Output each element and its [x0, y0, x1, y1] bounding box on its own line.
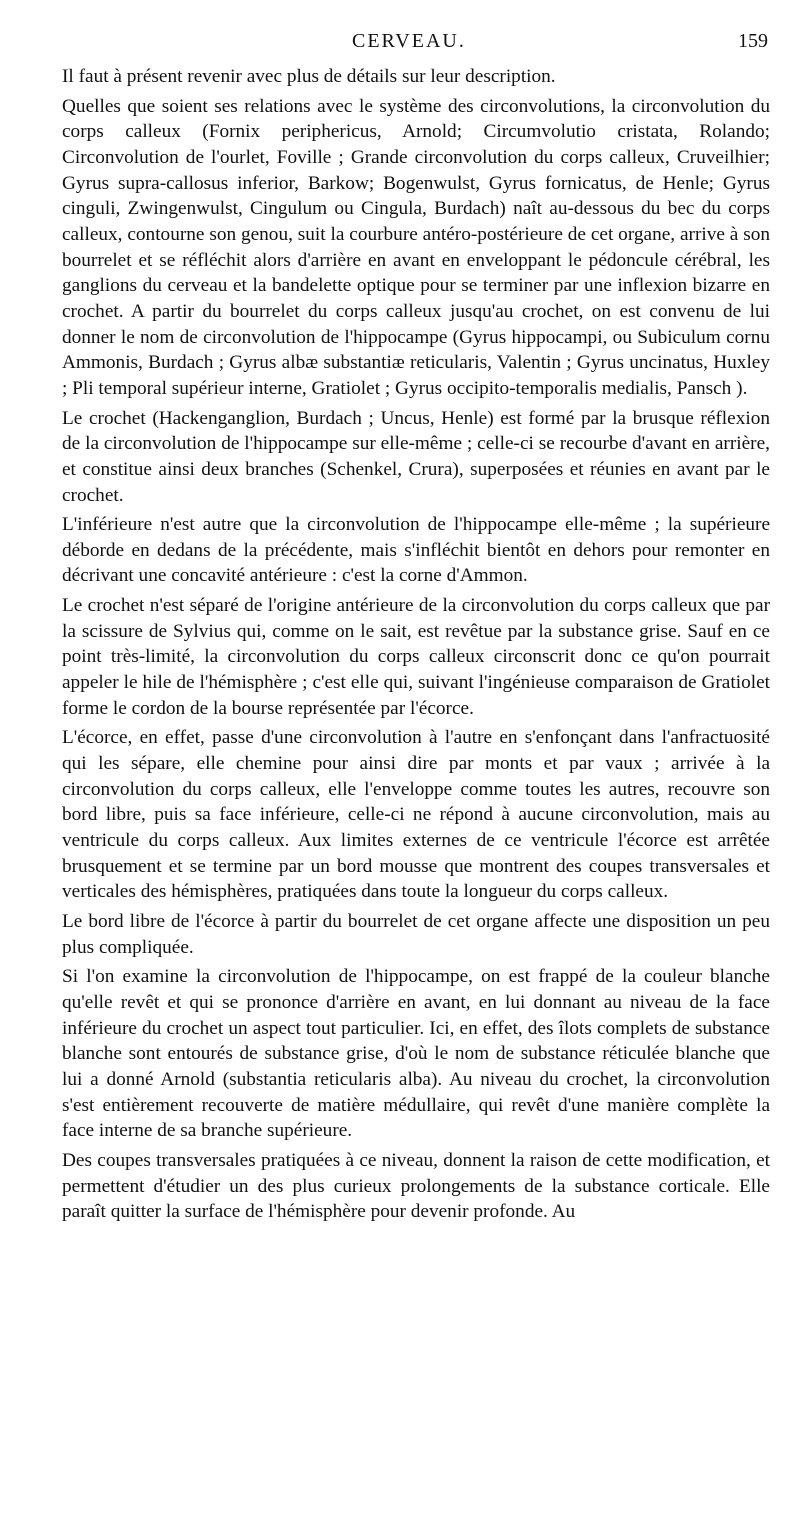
page-header	[0, 30, 800, 60]
paragraph-9: Des coupes transversales pratiquées à ce niveau, donnent la raison de cette modification, et permettent d'étudier un des plus curieux prolongements de la substance corticale. Elle paraît quitter la surface de l'hémisphère pour devenir profonde. Au	[62, 1149, 770, 1223]
paragraph-5: Le crochet n'est séparé de l'origine antérieure de la circonvolution du corps calleux que par la scissure de Sylvius qui, comme on le sait, est revêtue par la substance grise. Sauf en ce point très-limité, la circonvolution du corps calleux circonscrit donc ce qu'on pourrait appeler le hile de l'hémisphère ; c'est elle qui, suivant l'ingénieuse comparaison de Gratiolet forme le cordon de la bourse représentée par l'écorce.	[62, 595, 770, 719]
paragraph-6: L'écorce, en effet, passe d'une circonvolution à l'autre en s'enfonçant dans l'anfractuosité qui les sépare, elle chemine pour ainsi dire par monts et par vaux ; arrivée à la circonvolution du corps calleux, elle l'enveloppe comme toutes les autres, recouvre son bord libre, puis sa face inférieure, celle-ci ne répond à aucune circonvolution, mais au ventricule du corps calleux. Aux limites externes de ce ventricule l'écorce est arrêtée brusquement et se termine par un bord mousse que montrent des coupes transversales et verticales des hémisphères, pratiquées dans toute la longueur du corps calleux.	[62, 727, 770, 903]
running-head: CERVEAU.	[352, 30, 466, 52]
paragraph-3: Le crochet (Hackenganglion, Burdach ; Uncus, Henle) est formé par la brusque réflexion de la circonvolution de l'hippocampe sur elle-même ; celle-ci se recourbe d'avant en arrière, et constitue ainsi deux branches (Schenkel, Crura), superposées et réunies en avant par le crochet.	[62, 407, 770, 506]
body-text	[62, 64, 770, 1225]
page-number: 159	[738, 30, 768, 52]
paragraph-8: Si l'on examine la circonvolution de l'hippocampe, on est frappé de la couleur blanche qu'elle revêt et qui se prononce d'arrière en avant, en lui donnant au niveau de la face inférieure du crochet un aspect tout particulier. Ici, en effet, des îlots complets de substance blanche sont entourés de substance grise, d'où le nom de substance réticulée blanche que lui a donné Arnold (substantia reticularis alba). Au niveau du crochet, la circonvolution s'est entièrement recouverte de matière médullaire, qui revêt d'une manière complète la face interne de sa branche supérieure.	[62, 966, 770, 1142]
paragraph-7: Le bord libre de l'écorce à partir du bourrelet de cet organe affecte une disposition un peu plus compliquée.	[62, 911, 770, 958]
paragraph-2: Quelles que soient ses relations avec le système des circonvolutions, la circonvolution du corps calleux (Fornix periphericus, Arnold; Circumvolutio cristata, Rolando; Circonvolution de l'ourlet, Foville ; Grande circonvolution du corps calleux, Cruveilhier; Gyrus supra-callosus inferior, Barkow; Bogenwulst, Gyrus fornicatus, de Henle; Gyrus cinguli, Zwingenwulst, Cingulum ou Cingula, Burdach) naît au-dessous du bec du corps calleux, contourne son genou, suit la courbure antéro-postérieure de cet organe, arrive à son bourrelet et se réfléchit alors d'arrière en avant en enveloppant le pédoncule cérébral, les ganglions du cerveau et la bandelette optique pour se terminer par une inflexion bizarre en crochet. A partir du bourrelet du corps calleux jusqu'au crochet, on est convenu de lui donner le nom de circonvolution de l'hippocampe (Gyrus hippocampi, ou Subiculum cornu Ammonis, Burdach ; Gyrus albæ substantiæ reticularis, Valentin ; Gyrus uncinatus, Huxley ; Pli temporal supérieur interne, Gratiolet ; Gyrus occipito-temporalis medialis, Pansch ).	[62, 95, 770, 399]
paragraph-4: L'inférieure n'est autre que la circonvolution de l'hippocampe elle-même ; la supérieure déborde en dedans de la précédente, mais s'infléchit bientôt en dehors pour remonter en décrivant une concavité antérieure : c'est la corne d'Ammon.	[62, 514, 770, 587]
paragraph-1: Il faut à présent revenir avec plus de détails sur leur description.	[62, 66, 556, 87]
